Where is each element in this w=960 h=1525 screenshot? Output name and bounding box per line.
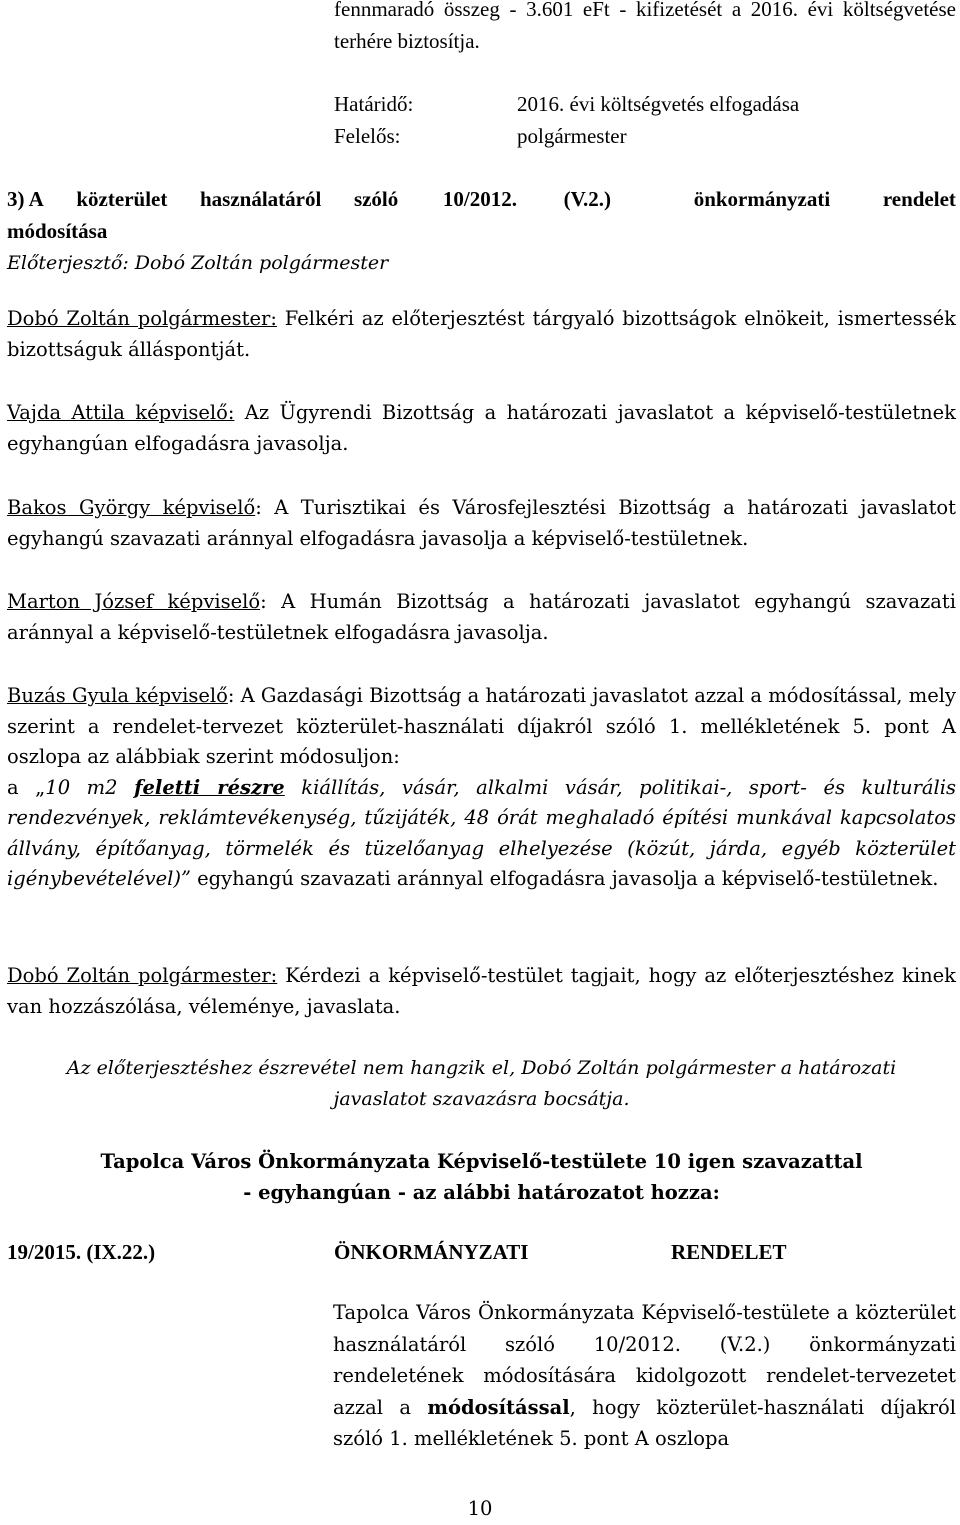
emphasis-feletti-reszre: feletti részre — [134, 775, 285, 799]
speaker-name: Dobó Zoltán polgármester: — [7, 964, 278, 987]
paragraph-mayor-2: Dobó Zoltán polgármester: Kérdezi a képviselő-testület tagjait, hogy az előterjesztéshez kinek van hozzászólása, véleménye, javaslata. — [7, 964, 956, 1018]
decree-word-2: RENDELET — [671, 1240, 787, 1264]
decree-number: 19/2015. (IX.22.) — [7, 1240, 156, 1264]
speaker-name: Vajda Attila képviselő: — [7, 401, 235, 424]
speaker-name: Buzás Gyula képviselő — [7, 684, 228, 707]
speaker-name: Dobó Zoltán polgármester: — [7, 307, 277, 330]
speaker-name: Bakos György képviselő — [7, 496, 256, 519]
responsible-value: polgármester — [517, 124, 627, 148]
agenda-item-title-cont: módosítása — [7, 219, 108, 243]
paragraph-marton: Marton József képviselő: A Humán Bizottság a határozati javaslatot egyhangú szavazati aránnyal a képviselő-testületnek elfogadásra javasolja. — [7, 590, 956, 644]
decree-body: Tapolca Város Önkormányzata Képviselő-testülete a közterület használatáról szóló 10/2012. (V.2.) önkormányzati rendeletének módosítására kidolgozott rendelet-tervezetet azzal a módosítással, hogy közterület-használati díjakról szóló 1. mellékletének 5. pont A oszlopa — [333, 1301, 956, 1450]
responsible-label: Felelős: — [334, 124, 401, 148]
top-paragraph: fennmaradó összeg - 3.601 eFt - kifizetését a 2016. évi költségvetése terhére biztosítja. — [334, 0, 956, 53]
decree-word-1: ÖNKORMÁNYZATI — [334, 1240, 529, 1264]
page-number: 10 — [467, 1497, 493, 1520]
paragraph-mayor-1: Dobó Zoltán polgármester: Felkéri az előterjesztést tárgyaló bizottságok elnökeit, ismertessék bizottságuk álláspontját. — [7, 307, 956, 361]
paragraph-bakos: Bakos György képviselő: A Turisztikai és Városfejlesztési Bizottság a határozati javaslatot egyhangú szavazati aránnyal elfogadásra javasolja a képviselő-testületnek. — [7, 496, 956, 550]
deadline-block — [334, 88, 799, 152]
speaker-name: Marton József képviselő — [7, 590, 261, 613]
vote-result: Tapolca Város Önkormányzata Képviselő-testülete 10 igen szavazattal - egyhangúan - az alábbi határozatot hozza: — [100, 1150, 863, 1204]
deadline-value: 2016. évi költségvetés elfogadása — [517, 92, 800, 116]
paragraph-vajda: Vajda Attila képviselő: Az Ügyrendi Bizottság a határozati javaslatot a képviselő-testületnek egyhangúan elfogadásra javasolja. — [7, 401, 956, 455]
presenter-line: Előterjesztő: Dobó Zoltán polgármester — [7, 252, 389, 274]
procedural-note: Az előterjesztéshez észrevétel nem hangzik el, Dobó Zoltán polgármester a határozati javaslatot szavazásra bocsátja. — [66, 1057, 897, 1110]
paragraph-buzas: Buzás Gyula képviselő: A Gazdasági Bizottság a határozati javaslatot azzal a módosítással, mely szerint a rendelet-tervezet közterület-használati díjakról szóló 1. mellékletének 5. pont A oszlopa az alábbiak szerint módosuljon: a „10 m2 feletti részre kiállítás, vásár, alkalmi vásár, politikai-, sport- és kulturális rendezvények, reklámtevékenység, tűzijáték, 48 órát meghaladó építési munkával kapcsolatos állvány, építőanyag, törmelék és tüzelőanyag elhelyezése (közút, járda, egyéb közterület igénybevételével)” egyhangú szavazati aránnyal elfogadásra javasolja a képviselő-testületnek. — [7, 684, 956, 890]
deadline-label: Határidő: — [334, 92, 414, 116]
agenda-item-title: 3) A közterület használatáról szóló 10/2012. (V.2.) önkormányzati rendelet — [7, 187, 956, 211]
agenda-item-3 — [7, 183, 956, 279]
